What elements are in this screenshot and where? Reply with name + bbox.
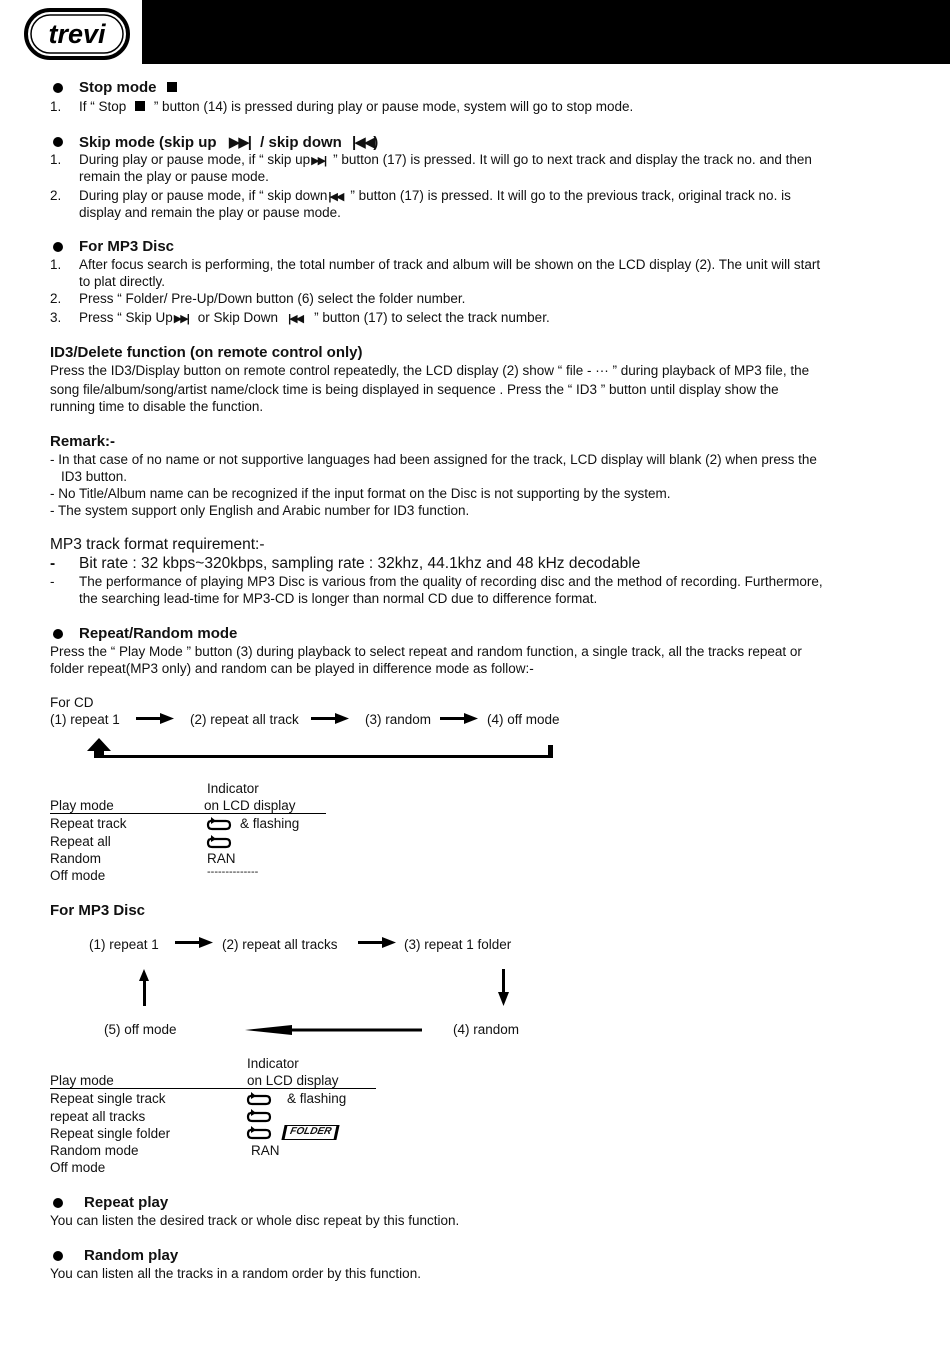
skip-down-icon: |◀◀: [328, 191, 343, 203]
mp3-table-divider: [50, 1088, 376, 1089]
repeat-random-line-1: Press the “ Play Mode ” button (3) during playback to select repeat and random function, a single track, all the tracks repeat or: [50, 644, 802, 659]
repeat-play-heading: Repeat play: [84, 1194, 169, 1211]
skip-down-icon: |◀◀: [288, 313, 303, 325]
format-heading: MP3 track format requirement:-: [50, 536, 265, 553]
cd-table-indicator-label: Indicator: [207, 781, 259, 796]
cd-row-4-mode: Off mode: [50, 868, 106, 883]
id3-heading: ID3/Delete function (on remote control only): [50, 344, 363, 361]
mp3disc-heading: For MP3 Disc: [79, 238, 175, 255]
repeat-random-line-2: folder repeat(MP3 only) and random can be played in difference mode as follow:-: [50, 661, 534, 676]
stop-item-pre: If “ Stop: [79, 99, 127, 114]
id3-line-1: Press the ID3/Display button on remote control repeatedly, the LCD display (2) show “ file - ··· ” during playback of MP3 file, the: [50, 363, 810, 378]
mp3-row-1-mode: Repeat single track: [50, 1091, 166, 1106]
cd-step-3: (3) random: [365, 712, 432, 727]
skip-heading-a: Skip mode (skip up: [79, 134, 217, 151]
mp3disc-item-3-post: ” button (17) to select the track number.: [314, 310, 550, 325]
skip-item-1-post: ” button (17) is pressed. It will go to next track and display the track no. and then: [333, 152, 812, 167]
cd-table-col2-header: on LCD display: [204, 798, 296, 813]
mp3disc-item-3-pre: Press “ Skip Up: [79, 310, 173, 325]
format-item-2-line2: the searching lead-time for MP3-CD is longer than normal CD due to difference format.: [79, 591, 598, 606]
skip-heading-b: / skip down: [260, 134, 342, 151]
skip-up-icon: ▶▶|: [311, 155, 326, 167]
mp3-table-indicator-label: Indicator: [247, 1056, 299, 1071]
mp3-flow-title: For MP3 Disc: [50, 902, 146, 919]
cd-step-2: (2) repeat all track: [190, 712, 299, 727]
skip-heading-c: ): [373, 134, 379, 151]
mp3-step-1: (1) repeat 1: [89, 937, 159, 952]
mp3-row-2-mode: repeat all tracks: [50, 1109, 146, 1124]
bullet-icon: [53, 1198, 63, 1208]
random-play-heading: Random play: [84, 1247, 179, 1264]
id3-line-2: song file/album/song/artist name/clock time is being displayed in sequence . Press the “ ID3 ” button until display show the: [50, 382, 779, 397]
cd-row-3-indicator: RAN: [207, 851, 236, 866]
repeat-play-text: You can listen the desired track or whole disc repeat by this function.: [50, 1213, 460, 1228]
repeat-random-heading: Repeat/Random mode: [79, 625, 238, 642]
mp3disc-item-1-line2: to plat directly.: [79, 274, 166, 289]
mp3-row-4-indicator: RAN: [251, 1143, 280, 1158]
remark-line-2: ID3 button.: [61, 469, 128, 484]
mp3-row-3-mode: Repeat single folder: [50, 1126, 171, 1141]
mp3disc-item-1-num: 1.: [50, 257, 62, 272]
cd-row-2-mode: Repeat all: [50, 834, 111, 849]
skip-up-icon: ▶▶|: [173, 313, 188, 325]
stop-item-num: 1.: [50, 99, 62, 114]
mp3-row-4-mode: Random mode: [50, 1143, 139, 1158]
skip-up-icon: ▶▶|: [228, 134, 250, 151]
cd-row-4-indicator: --------------: [207, 866, 259, 878]
format-dash: -: [50, 574, 55, 589]
skip-down-icon: |◀◀: [352, 134, 374, 151]
logo-text: trevi: [48, 19, 106, 49]
skip-item-1-line2: remain the play or pause mode.: [79, 169, 269, 184]
mp3-step-3: (3) repeat 1 folder: [404, 937, 512, 952]
folder-indicator: FOLDER: [281, 1125, 339, 1140]
mp3-row-5-mode: Off mode: [50, 1160, 106, 1175]
mp3disc-item-3-num: 3.: [50, 310, 62, 325]
id3-line-3: running time to disable the function.: [50, 399, 264, 414]
random-play-text: You can listen all the tracks in a random order by this function.: [50, 1266, 421, 1281]
skip-item-2-num: 2.: [50, 188, 62, 203]
cd-row-1-mode: Repeat track: [50, 816, 127, 831]
mp3disc-item-2: Press “ Folder/ Pre-Up/Down button (6) select the folder number.: [79, 291, 466, 306]
mp3disc-item-2-num: 2.: [50, 291, 62, 306]
format-dash: -: [50, 555, 56, 572]
cd-flow-title: For CD: [50, 695, 94, 710]
mp3disc-item-3-mid: or Skip Down: [197, 310, 279, 325]
mp3-step-4: (4) random: [453, 1022, 520, 1037]
cd-step-4: (4) off mode: [487, 712, 560, 727]
mp3-table-col2-header: on LCD display: [247, 1073, 339, 1088]
format-item-1: Bit rate : 32 kbps~320kbps, sampling rate : 32khz, 44.1khz and 48 kHz decodable: [79, 555, 641, 572]
remark-line-3: - No Title/Album name can be recognized if the input format on the Disc is not supporting by the system.: [50, 486, 671, 501]
mp3-row-1-indicator: & flashing: [287, 1091, 347, 1106]
cd-row-3-mode: Random: [50, 851, 102, 866]
skip-item-2-pre: During play or pause mode, if “ skip down: [79, 188, 328, 203]
skip-item-1-num: 1.: [50, 152, 62, 167]
bullet-icon: [53, 1251, 63, 1261]
cd-step-1: (1) repeat 1: [50, 712, 120, 727]
mp3-step-5: (5) off mode: [104, 1022, 177, 1037]
mp3-step-2: (2) repeat all tracks: [222, 937, 338, 952]
skip-item-1-pre: During play or pause mode, if “ skip up: [79, 152, 311, 167]
format-item-2: The performance of playing MP3 Disc is various from the quality of recording disc and the method of recording. Furthermore,: [79, 574, 823, 589]
mp3-table-col1-header: Play mode: [50, 1073, 114, 1088]
remark-heading: Remark:-: [50, 433, 116, 450]
mp3disc-item-1: After focus search is performing, the total number of track and album will be shown on the LCD display (2). The unit will start: [79, 257, 821, 272]
cd-row-1-indicator: & flashing: [240, 816, 300, 831]
stop-item-post: ” button (14) is pressed during play or pause mode, system will go to stop mode.: [153, 99, 634, 114]
skip-item-2-post: ” button (17) is pressed. It will go to the previous track, original track no. is: [350, 188, 791, 203]
stop-heading-text: Stop mode: [79, 79, 157, 96]
cd-table-col1-header: Play mode: [50, 798, 114, 813]
remark-line-1: - In that case of no name or not supportive languages had been assigned for the track, LCD display will blank (2) when press the: [50, 452, 817, 467]
repeat-icon: [246, 1090, 276, 1142]
remark-line-4: - The system support only English and Arabic number for ID3 function.: [50, 503, 470, 518]
skip-item-2-line2: display and remain the play or pause mode.: [79, 205, 341, 220]
